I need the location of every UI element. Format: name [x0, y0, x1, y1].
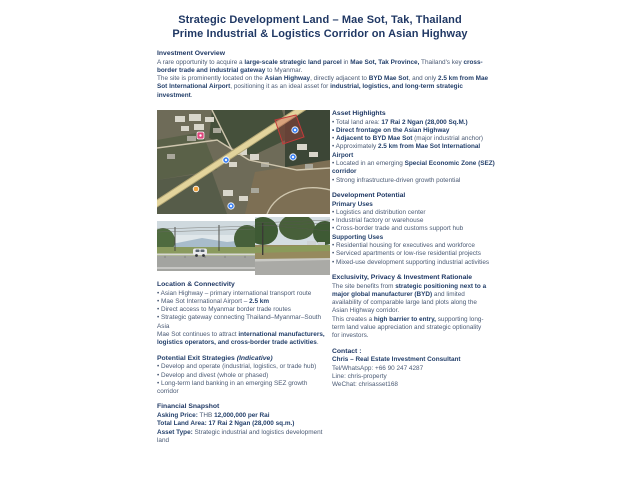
paragraph: Asset Type: Strategic industrial and logistics development land: [157, 428, 323, 444]
section-heading: Asset Highlights: [332, 110, 386, 117]
section-body: [332, 119, 496, 185]
paragraph: • Long-term land banking in an emerging SEZ growth corridor: [157, 379, 308, 396]
section-investment-overview: [157, 50, 495, 100]
paragraph: Total Land Area: 17 Rai 2 Ngan (28,000 sq.m.): [157, 420, 295, 428]
paragraph: Mae Sot continues to attract international manufacturers, logistics operators, and cross-border trade activities.: [157, 331, 325, 347]
paragraph: • Serviced apartments or low-rise residential projects: [332, 250, 481, 258]
section-development-potential: [332, 192, 496, 267]
paragraph: • Strong infrastructure-driven growth potential: [332, 176, 461, 184]
section-financial-snapshot: [157, 403, 330, 445]
section-contact: [332, 348, 496, 390]
satellite-map-image: [157, 110, 330, 214]
section-exit-strategies: [157, 355, 330, 397]
paragraph: This creates a high barrier to entry, supporting long-term land value appreciation and strategic optionality for investors.: [332, 315, 484, 340]
section-heading: Location & Connectivity: [157, 281, 235, 288]
paragraph: • Direct access to Myanmar border trade routes: [157, 306, 292, 314]
site-photos: [157, 217, 330, 275]
paragraph: Chris – Real Estate Investment Consultant: [332, 356, 461, 364]
paragraph: Supporting Uses: [332, 233, 384, 241]
paragraph: • Develop and divest (whole or phased): [157, 371, 269, 379]
page-title-line1: Strategic Development Land – Mae Sot, Tak, Thailand: [178, 14, 462, 26]
section-heading: Development Potential: [332, 191, 406, 199]
paragraph: • Logistics and distribution center: [332, 208, 426, 216]
paragraph: • Approximately 2.5 km from Mae Sot International Airport: [332, 143, 481, 159]
section-body: [332, 283, 487, 341]
paragraph: • Mae Sot International Airport – 2.5 km: [157, 297, 270, 305]
paragraph: • Direct frontage on the Asian Highway: [332, 126, 450, 134]
paragraph: Line: chris-property: [332, 372, 387, 380]
paragraph: • Cross-border trade and customs support hub: [332, 225, 464, 233]
section-heading: Investment Overview: [157, 50, 225, 57]
paragraph: Primary Uses: [332, 200, 373, 208]
section-heading: Contact :: [332, 347, 362, 355]
section-body: [157, 412, 330, 445]
paragraph: • Adjacent to BYD Mae Sot (major industrial anchor): [332, 135, 484, 143]
paragraph: • Industrial factory or warehouse: [332, 217, 424, 225]
paragraph: • Residential housing for executives and workforce: [332, 242, 475, 250]
paragraph: A rare opportunity to acquire a large-scale strategic land parcel in Mae Sot, Tak Province, Thailand's key cross-border trade and industrial gateway to Myanmar.: [157, 58, 483, 74]
section-heading: Exclusivity, Privacy & Investment Rationale: [332, 273, 473, 281]
paragraph: Asking Price: THB 12,000,000 per Rai: [157, 412, 270, 420]
paragraph: • Strategic gateway connecting Thailand–Myanmar–South Asia: [157, 314, 322, 330]
section-body: [332, 201, 496, 267]
paragraph: WeChat: chrisasset168: [332, 381, 398, 389]
paragraph: The site benefits from strategic positioning next to a major global manufacturer (BYD) and limited availability of comparable large land plots along the Asian Highway corridor.: [332, 282, 487, 315]
paragraph: • Asian Highway – primary international transport route: [157, 289, 312, 297]
section-exclusivity-rationale: [332, 274, 496, 341]
section-asset-highlights: [332, 110, 496, 185]
left-column: [157, 110, 330, 452]
paragraph: • Mixed-use development supporting industrial activities: [332, 258, 490, 266]
highway-frontage-photo: [157, 221, 255, 271]
page-title: [0, 14, 640, 41]
paragraph: Tel/WhatsApp: +66 90 247 4287: [332, 364, 424, 372]
section-heading: Potential Exit Strategies (Indicative): [157, 354, 273, 362]
paragraph: • Develop and operate (industrial, logistics, or trade hub): [157, 363, 317, 371]
section-heading: Financial Snapshot: [157, 403, 220, 411]
satellite-map-graphic: [157, 110, 330, 214]
paragraph: • Located in an emerging Special Economic Zone (SEZ) corridor: [332, 160, 495, 176]
paragraph: The site is prominently located on the Asian Highway, directly adjacent to BYD Mae Sot, and only 2.5 km from Mae Sot International Airport, positioning it as an ideal asset for industrial, logistics, and long-term strategic investment.: [157, 75, 489, 99]
section-location-connectivity: [157, 281, 330, 348]
right-column: [332, 110, 496, 396]
section-body: [157, 363, 330, 396]
paragraph: • Total land area: 17 Rai 2 Ngan (28,000 Sq.M.): [332, 118, 468, 126]
section-body: [332, 356, 496, 389]
section-body: [157, 290, 330, 348]
section-body: [157, 59, 495, 100]
page-title-line2: Prime Industrial & Logistics Corridor on Asian Highway: [172, 27, 468, 40]
vacant-land-photo: [255, 217, 330, 275]
